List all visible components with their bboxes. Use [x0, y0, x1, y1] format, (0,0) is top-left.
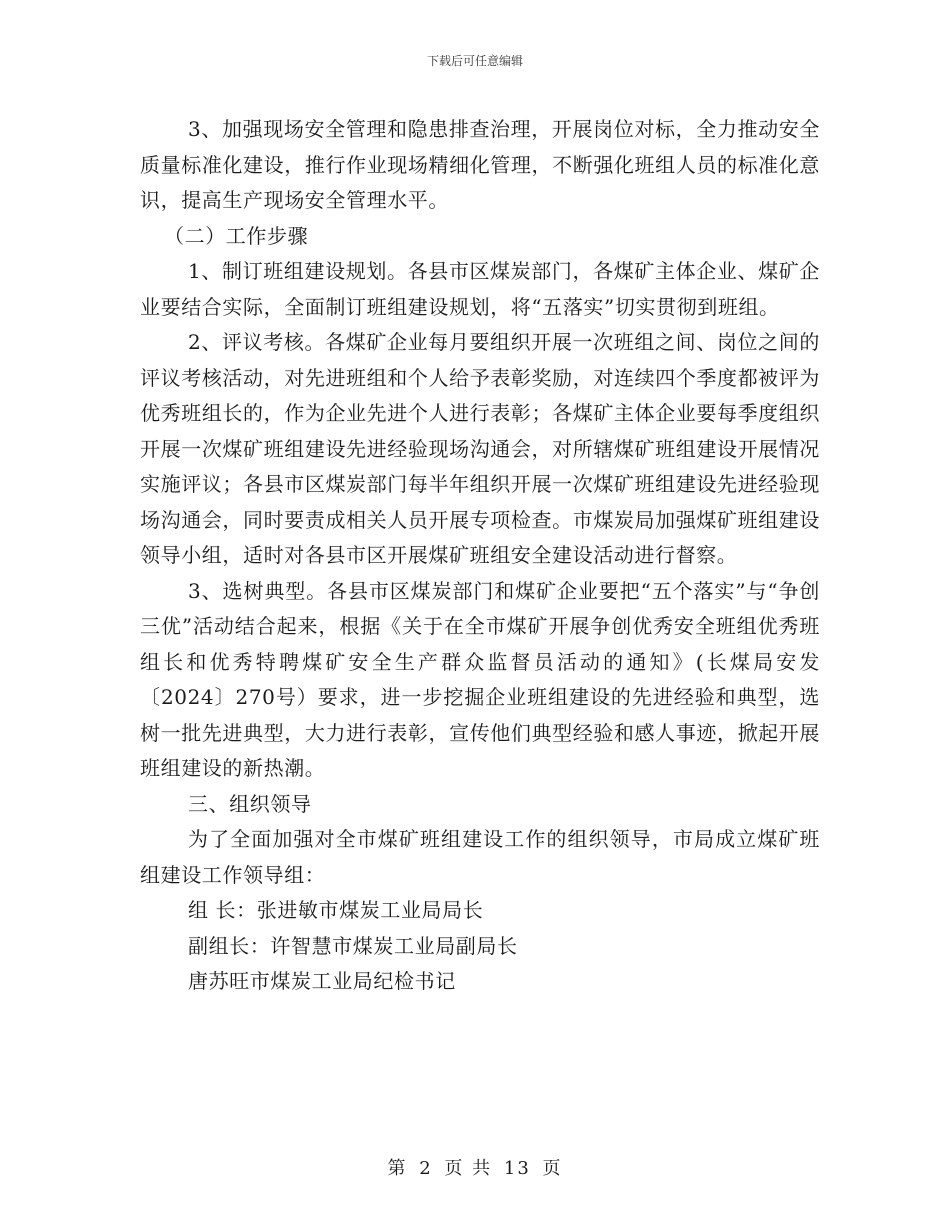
footer-suffix: 页: [542, 1158, 563, 1179]
footer-prefix: 第: [387, 1158, 408, 1179]
member-deputy: 副组长：许智慧市煤炭工业局副局长: [188, 933, 518, 958]
paragraph-2: 1、制订班组建设规划。各县市区煤炭部门，各煤矿主体企业、煤矿企业要结合实际，全面制订班组建设规划，将“五落实”切实贯彻到班组。: [140, 259, 820, 319]
member-secretary: 唐苏旺市煤炭工业局纪检书记: [188, 969, 456, 993]
member-leader: 组 长：张进敏市煤炭工业局局长: [188, 898, 484, 922]
footer-middle: 页 共: [444, 1158, 493, 1179]
footer-page: 2: [419, 1158, 433, 1179]
page-header-note: 下载后可任意编辑: [426, 54, 523, 68]
paragraph-5: 为了全面加强对全市煤矿班组建设工作的组织领导，市局成立煤矿班组建设工作领导组：: [140, 827, 820, 887]
paragraph-3: 2、评议考核。各煤矿企业每月要组织开展一次班组之间、岗位之间的评议考核活动，对先进班组和个人给予表彰奖励，对连续四个季度都被评为优秀班组长的，作为企业先进个人进行表彰；各煤矿主体企业要每季度组织开展一次煤矿班组建设先进经验现场沟通会，对所辖煤矿班组建设开展情况实施评议；各县市区煤炭部门每半年组织开展一次煤矿班组建设先进经验现场沟通会，同时要责成相关人员开展专项检查。市煤炭局加强煤矿班组建设领导小组，适时对各县市区开展煤矿班组安全建设活动进行督察。: [140, 330, 820, 567]
document-body: [140, 112, 820, 1000]
page-number-footer: [0, 1154, 950, 1180]
section-heading-leadership: 三、组织领导: [188, 791, 312, 816]
section-heading-steps: （二）工作步骤: [164, 223, 309, 248]
paragraph-4: 3、选树典型。各县市区煤炭部门和煤矿企业要把“五个落实”与“争创三优”活动结合起来，根据《关于在全市煤矿开展争创优秀安全班组优秀班组长和优秀特聘煤矿安全生产群众监督员活动的通知》(长煤局安发〔2024〕270号）要求，进一步挖掘企业班组建设的先进经验和典型，选树一批先进典型，大力进行表彰，宣传他们典型经验和感人事迹，掀起开展班组建设的新热潮。: [140, 578, 820, 780]
paragraph-1: 3、加强现场安全管理和隐患排查治理，开展岗位对标，全力推动安全质量标准化建设，推行作业现场精细化管理，不断强化班组人员的标准化意识，提高生产现场安全管理水平。: [140, 117, 820, 212]
footer-total: 13: [503, 1158, 531, 1179]
